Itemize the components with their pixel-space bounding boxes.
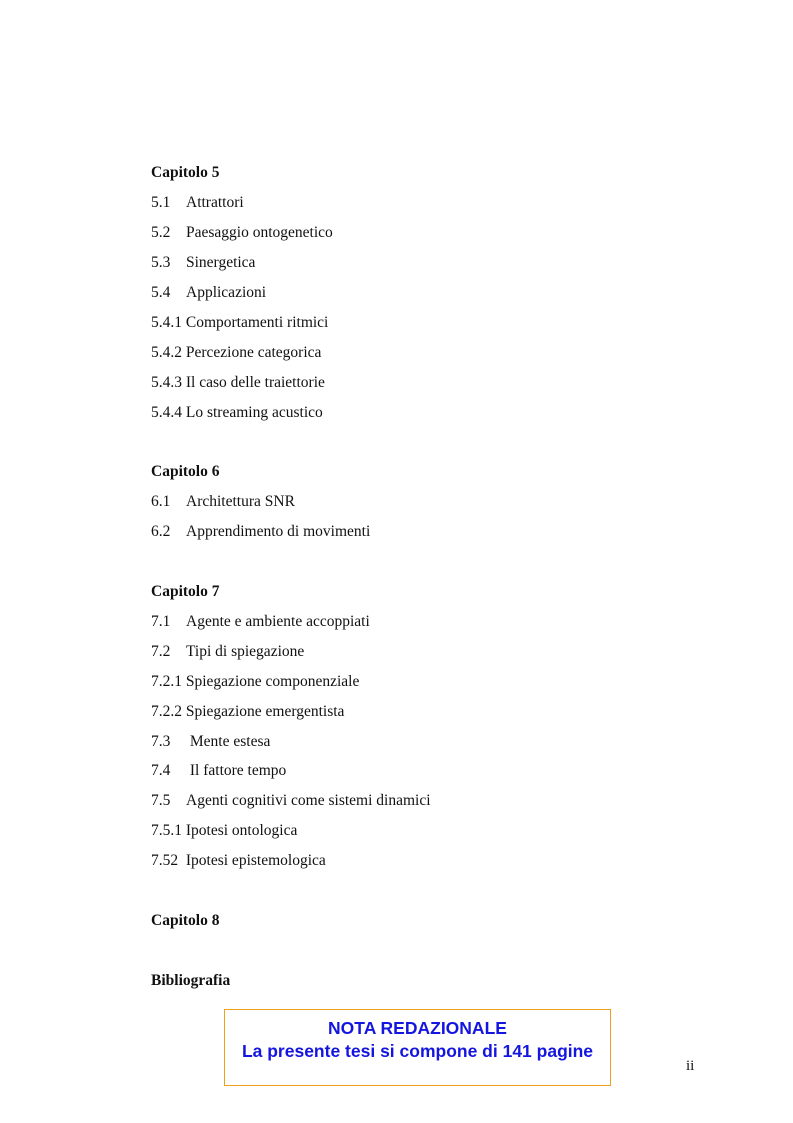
toc-entry-number: 7.2 (151, 643, 171, 660)
editorial-note-title: NOTA REDAZIONALE (328, 1018, 507, 1038)
page-number: ii (686, 1058, 695, 1074)
chapter-heading: Bibliografia (151, 972, 231, 989)
chapter-heading: Capitolo 6 (151, 463, 220, 480)
toc-entry (151, 792, 431, 810)
toc-entry-label: Architettura SNR (186, 493, 295, 510)
toc-entry (151, 733, 270, 751)
toc-entry (151, 194, 244, 212)
toc-entry: 5.4.1 Comportamenti ritmici (151, 314, 329, 331)
toc-entry-label: Agenti cognitivi come sistemi dinamici (186, 792, 431, 809)
toc-entry (151, 523, 370, 541)
toc-entry-label: Agente e ambiente accoppiati (186, 613, 370, 630)
toc-entry-number: 7.1 (151, 613, 171, 630)
chapter-heading: Capitolo 7 (151, 583, 220, 600)
toc-entry-number: 5.1 (151, 194, 171, 211)
toc-entry (151, 254, 255, 272)
toc-entry-number: 7.3 (151, 733, 171, 750)
toc-entry-number: 7.4 (151, 762, 171, 779)
toc-entry (151, 493, 295, 511)
toc-entry (151, 762, 286, 780)
toc-entry-label: Il fattore tempo (186, 762, 287, 779)
toc-entry: 5.4.2 Percezione categorica (151, 344, 322, 361)
toc-entry-label: Applicazioni (186, 284, 267, 301)
toc-entry-number: 5.2 (151, 224, 171, 241)
toc-entry: 7.2.1 Spiegazione componenziale (151, 673, 360, 690)
toc-entry-number: 6.1 (151, 493, 171, 510)
toc-entry: 7.2.2 Spiegazione emergentista (151, 703, 345, 720)
toc-entry-label: Apprendimento di movimenti (186, 523, 371, 540)
toc-entry: 5.4.4 Lo streaming acustico (151, 404, 323, 421)
toc-entry-label: Mente estesa (186, 733, 271, 750)
toc-entry (151, 613, 370, 631)
toc-entry-number: 5.4 (151, 284, 171, 301)
toc-entry-label: Paesaggio ontogenetico (186, 224, 333, 241)
editorial-note-text: La presente tesi si compone di 141 pagine (241, 1041, 594, 1061)
toc-entry-number: 7.5 (151, 792, 171, 809)
toc-entry (151, 643, 304, 661)
toc-entry: 7.52 Ipotesi epistemologica (151, 852, 326, 869)
editorial-note-box (224, 1009, 611, 1086)
toc-entry: 7.5.1 Ipotesi ontologica (151, 822, 298, 839)
chapter-heading: Capitolo 5 (151, 164, 220, 181)
toc-entry-label: Tipi di spiegazione (186, 643, 305, 660)
toc-entry (151, 224, 333, 242)
chapter-heading: Capitolo 8 (151, 912, 220, 929)
toc-entry-number: 6.2 (151, 523, 171, 540)
toc-entry (151, 284, 266, 302)
toc-entry-label: Attrattori (186, 194, 244, 211)
toc-entry-label: Sinergetica (186, 254, 256, 271)
toc-entry-number: 5.3 (151, 254, 171, 271)
toc-entry: 5.4.3 Il caso delle traiettorie (151, 374, 325, 391)
